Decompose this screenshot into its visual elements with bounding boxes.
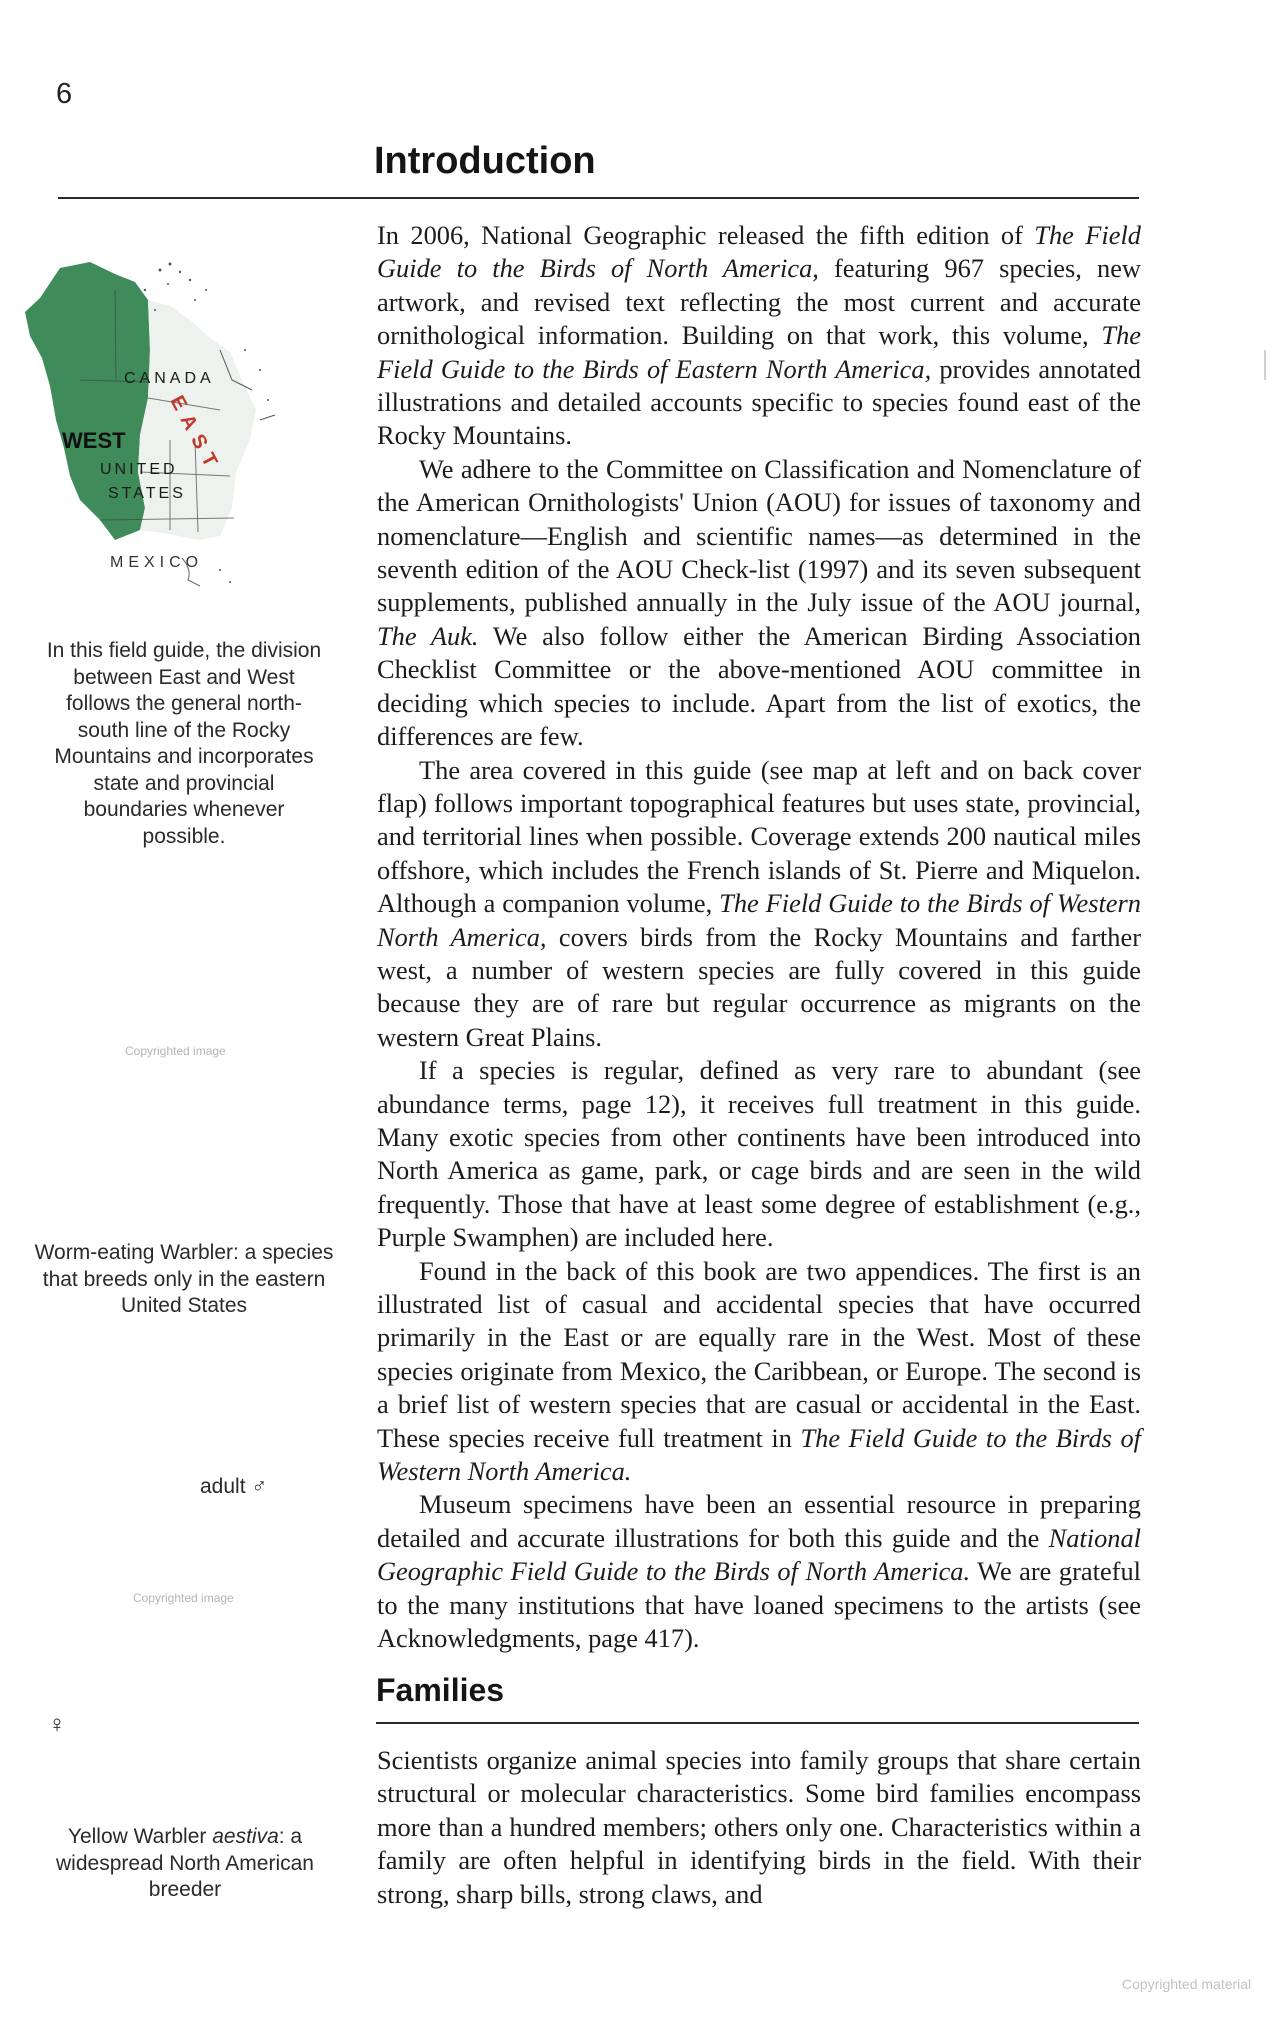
margin-mark	[1264, 350, 1266, 380]
map-caption: In this field guide, the division between East and West follows the general north-south line of the Rocky Mountains and incorporates state and provincial boundaries whenever possible.	[46, 639, 322, 848]
italic-title: The Field Guide to the Birds of Eastern North America,	[377, 320, 1141, 384]
map-label-states: STATES	[108, 485, 186, 502]
map-label-united: UNITED	[100, 461, 178, 478]
yellow-warbler-description: : a widespread North American breeder	[56, 1825, 314, 1901]
introduction-body	[377, 219, 1141, 1655]
families-body	[377, 1744, 1141, 1911]
families-paragraph	[377, 1744, 1141, 1911]
introduction-paragraph	[377, 754, 1141, 1055]
copyright-image-1: Copyrighted image	[125, 1044, 226, 1058]
italic-title: The Field Guide to the Birds of Western North America,	[377, 888, 1141, 952]
text-run: Scientists organize animal species into family groups that share certain structural or molecular characteristics. Some bird families encompass more than a hundred members; others only one. Characteristics within a family are often helpful in identifying birds in the field. With their strong, sharp bills, strong claws, and	[377, 1745, 1141, 1909]
map-label-canada: CANADA	[124, 370, 215, 387]
italic-title: The Field Guide to the Birds of Western North America.	[377, 1422, 1141, 1487]
introduction-paragraph	[377, 219, 1141, 453]
introduction-paragraph	[377, 1488, 1141, 1655]
italic-title: The Auk.	[377, 620, 479, 651]
section-title-introduction: Introduction	[374, 140, 596, 182]
text-run: Museum specimens have been an essential resource in preparing detailed and accurate illustrations for both this guide and the	[377, 1489, 1141, 1553]
text-run: Found in the back of this book are two appendices. The first is an illustrated list of casual and accidental species that have occurred primarily in the East or are equally rare in the West. Most of these species originate from Mexico, the Caribbean, or Europe. The second is a brief list of western species that are casual or accidental in the East. These species receive full treatment in	[377, 1255, 1141, 1453]
introduction-paragraph	[377, 453, 1141, 754]
families-rule	[376, 1722, 1139, 1724]
text-run: In 2006, National Geographic released the fifth edition of	[377, 220, 1035, 250]
footer-copyright: Copyrighted material	[1122, 1976, 1252, 1992]
yellow-warbler-caption	[40, 1824, 330, 1904]
introduction-paragraph	[377, 1054, 1141, 1254]
yellow-warbler-name: Yellow Warbler	[67, 1825, 213, 1848]
female-symbol: ♀	[48, 1711, 66, 1738]
page-number: 6	[56, 78, 73, 110]
map-label-mexico: MEXICO	[110, 554, 204, 571]
adult-male-label: adult ♂	[200, 1475, 268, 1498]
italic-title: National Geographic Field Guide to the Birds of North America.	[377, 1522, 1141, 1587]
text-run: If a species is regular, defined as very rare to abundant (see abundance terms, page 12), it receives full treatment in this guide. Many exotic species from other continents have been introduced into North America as game, park, or cage birds and are seen in the wild frequently. Those that have at least some degree of establishment (e.g., Purple Swamphen) are included here.	[377, 1055, 1141, 1253]
copyright-image-2: Copyrighted image	[133, 1591, 234, 1605]
yellow-warbler-subspecies: aestiva	[212, 1825, 279, 1848]
section-title-families: Families	[376, 1672, 505, 1708]
italic-title: The Field Guide to the Birds of North America,	[377, 220, 1141, 284]
text-run: featuring 967 species, new artwork, and revised text reflecting the most current and accurate ornithological information. Building on that work, this volume,	[377, 253, 1141, 351]
text-run: We are grateful to the many institutions that have loaned specimens to the artists (see Acknowledgments, page 417).	[377, 1556, 1141, 1654]
text-run: covers birds from the Rocky Mountains and farther west, a number of western species are fully covered in this guide because they are of rare but regular occurrence as migrants on the western Great Plains.	[377, 921, 1142, 1052]
text-run: We also follow either the American Birding Association Checklist Committee or the above-mentioned AOU committee in deciding which species to include. Apart from the list of exotics, the differences are few.	[377, 620, 1141, 752]
introduction-paragraph	[377, 1255, 1141, 1489]
text-run: We adhere to the Committee on Classification and Nomenclature of the American Ornithologists' Union (AOU) for issues of taxonomy and nomenclature—English and scientific names—as determined in the seventh edition of the AOU Check-list (1997) and its seven subsequent supplements, published annually in the July issue of the AOU journal,	[377, 453, 1141, 618]
map-label-west: WEST	[62, 428, 126, 453]
text-run: provides annotated illustrations and detailed accounts specific to species found east of the Rocky Mountains.	[377, 353, 1141, 451]
text-run: The area covered in this guide (see map at left and on back cover flap) follows important topographical features but uses state, provincial, and territorial lines when possible. Coverage extends 200 nautical miles offshore, which includes the French islands of St. Pierre and Miquelon. Although a companion volume,	[377, 754, 1141, 919]
introduction-rule	[58, 197, 1139, 199]
worm-eating-warbler-caption: Worm-eating Warbler: a species that breeds only in the eastern United States	[34, 1241, 334, 1317]
map-label-east: EAST	[165, 392, 226, 478]
